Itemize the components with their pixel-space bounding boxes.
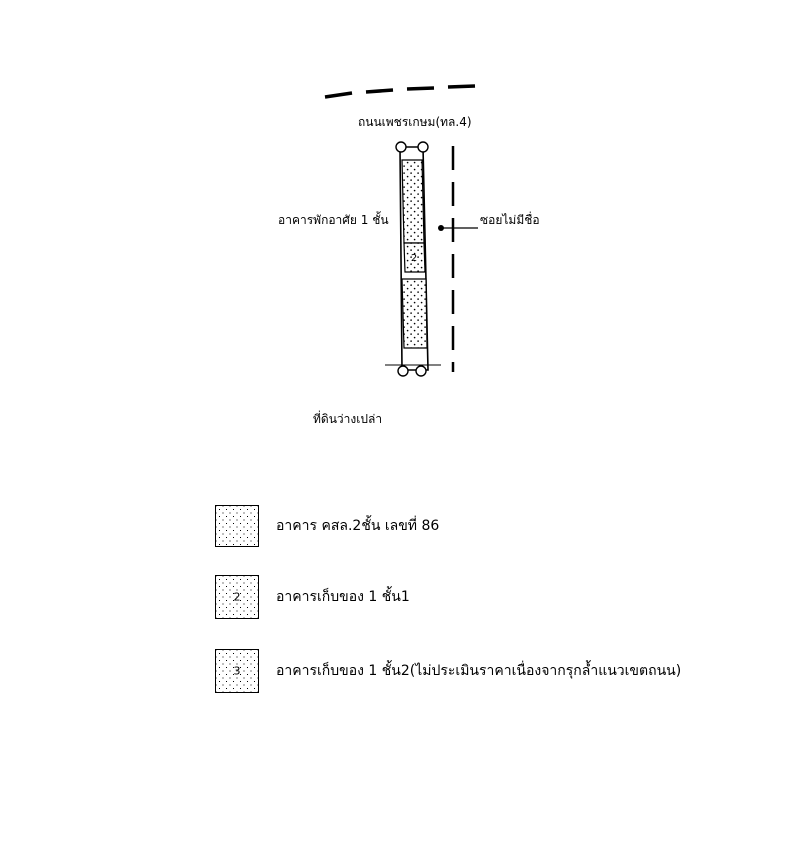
legend-swatch-number: 3	[233, 664, 241, 678]
building-2	[404, 243, 425, 272]
legend-swatch-1	[215, 505, 259, 547]
legend-label-3: อาคารเก็บของ 1 ชั้น2(ไม่ประเมินราคาเนื่องจากรุกล้ำแนวเขตถนน)	[276, 663, 682, 679]
road-line	[325, 86, 475, 97]
soi-leader	[438, 225, 478, 231]
legend-swatch-2	[215, 575, 259, 619]
svg-text:2: 2	[410, 253, 418, 264]
vacant-land-label: ที่ดินว่างเปล่า	[313, 412, 383, 426]
legend-item	[215, 575, 755, 619]
residence-label: อาคารพักอาศัย 1 ชั้น	[278, 213, 389, 227]
legend-item	[215, 505, 755, 547]
legend-label-2: อาคารเก็บของ 1 ชั้น1	[276, 589, 410, 605]
legend-swatch-number: 2	[233, 590, 241, 604]
legend-label-1: อาคาร คสล.2ชั้น เลขที่ 86	[276, 518, 440, 534]
legend-item	[215, 649, 755, 693]
building-3	[402, 279, 427, 348]
building-1	[402, 160, 424, 243]
legend	[215, 505, 755, 721]
soi-label: ซอยไม่มีชื่อ	[480, 213, 540, 227]
legend-swatch-3	[215, 649, 259, 693]
road-label: ถนนเพชรเกษม(ทล.4)	[358, 115, 472, 129]
